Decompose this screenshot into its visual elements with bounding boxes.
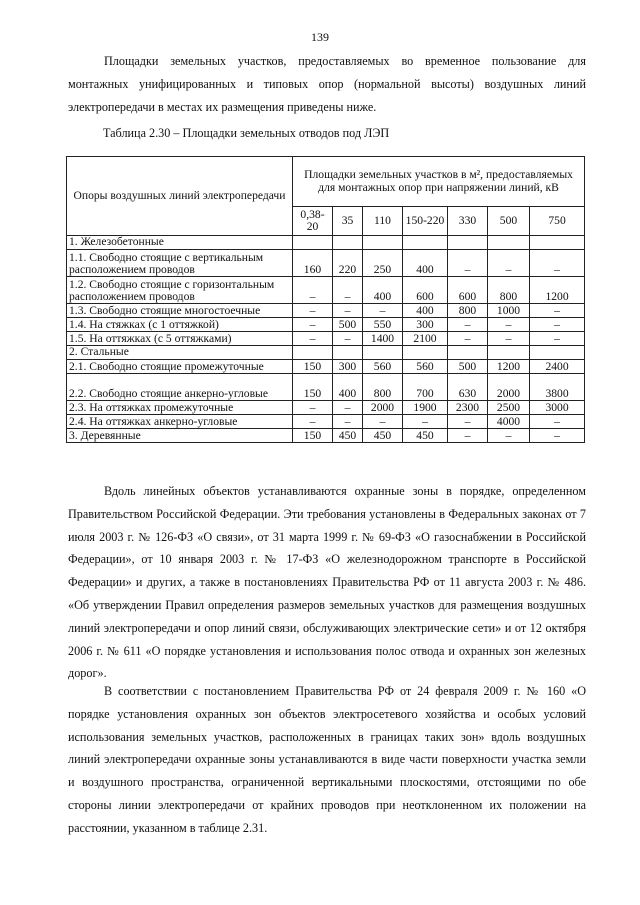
cell-value: 300 [333,360,363,374]
cell-value: 300 [403,318,448,332]
cell-value: – [293,304,333,318]
cell-value: 150 [293,360,333,374]
cell-value: 2400 [530,360,585,374]
cell-value: – [403,415,448,429]
cell-value: – [530,250,585,277]
cell-value: – [448,250,488,277]
cell-value: – [448,415,488,429]
table-row [67,250,585,277]
cell-value: – [488,332,530,346]
cell-value: 400 [403,304,448,318]
cell-value [448,236,488,250]
cell-value [293,236,333,250]
cell-value: – [363,304,403,318]
cell-value: – [448,332,488,346]
table-row [67,360,585,374]
header-voltage: 500 [488,207,530,236]
row-label: 2.1. Свободно стоящие промежуточные [67,360,293,374]
cell-value [403,346,448,360]
cell-value: 2300 [448,401,488,415]
intro-paragraph: Площадки земельных участков, предоставляемых во временное пользование для монтажных унифицированных и типовых опор (нормальной высоты) воздушных линий электропередачи в местах их размещения приведены ниже. [68,54,586,114]
cell-value: – [448,429,488,443]
cell-value: 800 [363,374,403,401]
cell-value: 600 [403,277,448,304]
cell-value [448,346,488,360]
cell-value: 560 [363,360,403,374]
cell-value: 3800 [530,374,585,401]
table-row [67,304,585,318]
table-row [67,277,585,304]
cell-value: 220 [333,250,363,277]
cell-value: – [333,304,363,318]
protection-zones-paragraph: Вдоль линейных объектов устанавливаются охранные зоны в порядке, определенном Правительством Российской Федерации. Эти требования установлены в Федеральных законах от 7 июля 2003 г. № 126-ФЗ «О связи», от 31 марта 1999 г. № 69-ФЗ «О газоснабжении в Российской Федерации», от 10 января 2003 г. № 17-ФЗ «О железнодорожном транспорте в Российской Федерации» и других, а также в постановлениях Правительства РФ от 11 августа 2003 г. № 486. «Об утверждении Правил определения размеров земельных участков для размещения воздушных линий электропередачи и опор линий связи, обслуживающих электрические сети» и от 12 октября 2006 г. № 611 «О порядке установления и использования полос отвода и охранных зон железных дорог». [68,484,586,681]
cell-value: 450 [333,429,363,443]
cell-value [530,236,585,250]
cell-value [530,346,585,360]
cell-value: 450 [363,429,403,443]
cell-value: 1400 [363,332,403,346]
cell-value: – [488,250,530,277]
cell-value: – [530,304,585,318]
header-area-group: Площадки земельных участков в м², предоставляемых для монтажных опор при напряжении линий, кВ [293,157,585,207]
cell-value: 450 [403,429,448,443]
cell-value: – [333,277,363,304]
cell-value: 560 [403,360,448,374]
cell-value: – [530,415,585,429]
regulation-paragraph: В соответствии с постановлением Правительства РФ от 24 февраля 2009 г. № 160 «О порядке установления охранных зон объектов электросетевого хозяйства и особых условий использования земельных участков, расположенных в границах таких зон» вдоль воздушных линий электропередачи охранные зоны устанавливаются в виде части поверхности участка земли и воздушного пространства, ограниченной вертикальными плоскостями, отстоящими по обе стороны линии электропередачи от крайних проводов при неотклоненном их положении на расстоянии, указанном в таблице 2.31. [68,684,586,835]
row-label: 1. Железобетонные [67,236,293,250]
table-row [67,429,585,443]
cell-value: – [293,318,333,332]
cell-value: 1200 [488,360,530,374]
cell-value: 2500 [488,401,530,415]
cell-value: 500 [333,318,363,332]
cell-value: 4000 [488,415,530,429]
row-label: 1.1. Свободно стоящие с вертикальным расположением проводов [67,250,293,277]
cell-value: 400 [363,277,403,304]
row-label: 1.4. На стяжках (с 1 оттяжкой) [67,318,293,332]
table-row [67,401,585,415]
table-row [67,346,585,360]
cell-value [363,236,403,250]
cell-value: – [363,415,403,429]
cell-value: 1200 [530,277,585,304]
cell-value: – [530,429,585,443]
table-row [67,415,585,429]
header-voltage: 750 [530,207,585,236]
cell-value: – [293,332,333,346]
cell-value: – [530,318,585,332]
header-voltage: 110 [363,207,403,236]
cell-value: – [448,318,488,332]
table-row [67,374,585,401]
cell-value: – [488,318,530,332]
row-label: 1.2. Свободно стоящие с горизонтальным расположением проводов [67,277,293,304]
cell-value [363,346,403,360]
land-plots-table [66,156,585,443]
cell-value: 550 [363,318,403,332]
cell-value: – [293,401,333,415]
page-number: 139 [311,30,329,44]
cell-value: – [333,401,363,415]
table-caption: Таблица 2.30 – Площадки земельных отводов под ЛЭП [103,126,390,140]
table-row [67,318,585,332]
row-label: 2. Стальные [67,346,293,360]
header-voltage: 0,38-20 [293,207,333,236]
cell-value: 600 [448,277,488,304]
row-label: 2.2. Свободно стоящие анкерно-угловые [67,374,293,401]
cell-value: 3000 [530,401,585,415]
cell-value: – [488,429,530,443]
header-voltage: 330 [448,207,488,236]
cell-value: – [530,332,585,346]
cell-value: 150 [293,374,333,401]
cell-value: 500 [448,360,488,374]
cell-value [333,346,363,360]
header-supports: Опоры воздушных линий электропередачи [67,157,293,236]
cell-value: 250 [363,250,403,277]
table-row [67,236,585,250]
cell-value: 2000 [488,374,530,401]
cell-value [403,236,448,250]
header-voltage: 35 [333,207,363,236]
row-label: 1.3. Свободно стоящие многостоечные [67,304,293,318]
cell-value [488,346,530,360]
cell-value: 150 [293,429,333,443]
cell-value: 2100 [403,332,448,346]
row-label: 3. Деревянные [67,429,293,443]
cell-value: 160 [293,250,333,277]
cell-value: – [333,332,363,346]
cell-value [293,346,333,360]
cell-value [488,236,530,250]
cell-value: 1900 [403,401,448,415]
row-label: 1.5. На оттяжках (с 5 оттяжками) [67,332,293,346]
row-label: 2.4. На оттяжках анкерно-угловые [67,415,293,429]
cell-value: 700 [403,374,448,401]
cell-value: 800 [448,304,488,318]
table-row [67,332,585,346]
cell-value: 800 [488,277,530,304]
cell-value: – [333,415,363,429]
header-voltage: 150-220 [403,207,448,236]
cell-value: – [293,277,333,304]
cell-value [333,236,363,250]
cell-value: 2000 [363,401,403,415]
cell-value: 400 [403,250,448,277]
cell-value: – [293,415,333,429]
cell-value: 400 [333,374,363,401]
row-label: 2.3. На оттяжках промежуточные [67,401,293,415]
cell-value: 1000 [488,304,530,318]
cell-value: 630 [448,374,488,401]
